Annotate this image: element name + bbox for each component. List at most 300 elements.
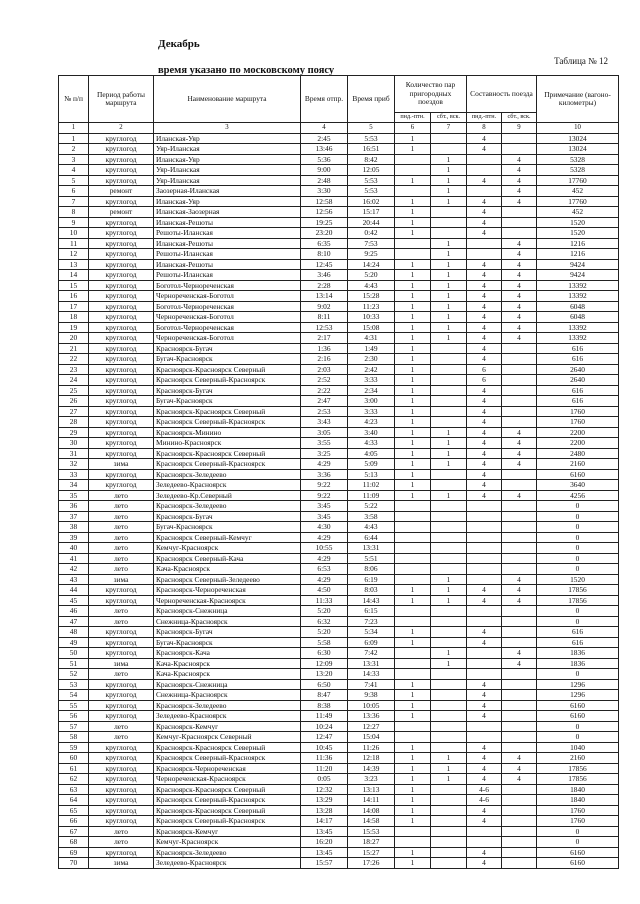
row-notes: 0 (537, 522, 619, 533)
row-departure: 9:22 (301, 480, 348, 491)
row-period: круглогод (89, 175, 154, 186)
row-number: 51 (59, 658, 89, 669)
row-route: Решоты-Иланская (154, 270, 301, 281)
row-period: круглогод (89, 217, 154, 228)
row-number: 54 (59, 690, 89, 701)
row-comp-weekdays: 4 (467, 354, 502, 365)
row-number: 67 (59, 826, 89, 837)
row-pairs-weekend: 1 (431, 196, 467, 207)
row-comp-weekdays: 4 (467, 133, 502, 144)
row-comp-weekdays (467, 648, 502, 659)
table-row (59, 364, 619, 375)
row-pairs-weekdays (395, 732, 431, 743)
row-pairs-weekend (431, 217, 467, 228)
row-pairs-weekend: 1 (431, 774, 467, 785)
header-route: Наименование маршрута (154, 76, 301, 123)
row-comp-weekend (502, 480, 537, 491)
row-route: Красноярск-Бугач (154, 511, 301, 522)
row-number: 3 (59, 154, 89, 165)
row-pairs-weekdays: 1 (395, 858, 431, 869)
row-period: круглогод (89, 280, 154, 291)
row-notes: 1040 (537, 742, 619, 753)
row-pairs-weekend: 1 (431, 322, 467, 333)
row-arrival: 16:51 (348, 144, 395, 155)
row-pairs-weekdays: 1 (395, 207, 431, 218)
row-notes: 0 (537, 732, 619, 743)
row-route: Кемчуг-Красноярск Северный (154, 732, 301, 743)
row-departure: 0:05 (301, 774, 348, 785)
row-departure: 3:46 (301, 270, 348, 281)
row-departure: 16:20 (301, 837, 348, 848)
row-number: 52 (59, 669, 89, 680)
row-period: ремонт (89, 207, 154, 218)
column-index-cell: 10 (537, 123, 619, 134)
row-number: 14 (59, 270, 89, 281)
row-pairs-weekend (431, 543, 467, 554)
row-arrival: 0:42 (348, 228, 395, 239)
row-comp-weekdays: 4 (467, 805, 502, 816)
row-pairs-weekend (431, 606, 467, 617)
row-pairs-weekend (431, 396, 467, 407)
row-comp-weekend (502, 784, 537, 795)
row-notes: 13392 (537, 291, 619, 302)
row-comp-weekdays: 4 (467, 343, 502, 354)
row-comp-weekdays: 4 (467, 291, 502, 302)
row-comp-weekdays: 4 (467, 816, 502, 827)
row-departure: 5:20 (301, 627, 348, 638)
row-number: 36 (59, 501, 89, 512)
row-number: 34 (59, 480, 89, 491)
row-period: круглогод (89, 406, 154, 417)
row-route: Чернореченская-Красноярск (154, 595, 301, 606)
row-period: круглогод (89, 396, 154, 407)
row-route: Иланская-Решоты (154, 259, 301, 270)
row-comp-weekdays: 4 (467, 711, 502, 722)
row-comp-weekend (502, 564, 537, 575)
row-number: 27 (59, 406, 89, 417)
row-pairs-weekdays (395, 522, 431, 533)
row-pairs-weekend (431, 669, 467, 680)
row-period: круглогод (89, 375, 154, 386)
row-pairs-weekdays: 1 (395, 280, 431, 291)
row-number: 30 (59, 438, 89, 449)
row-arrival: 12:18 (348, 753, 395, 764)
row-notes: 1840 (537, 784, 619, 795)
row-comp-weekend: 4 (502, 763, 537, 774)
row-notes: 1840 (537, 795, 619, 806)
row-route: Чернореченская-Красноярск (154, 774, 301, 785)
row-route: Красноярск-Бугач (154, 343, 301, 354)
row-comp-weekend: 4 (502, 585, 537, 596)
row-pairs-weekend: 1 (431, 438, 467, 449)
row-departure: 4:29 (301, 574, 348, 585)
row-comp-weekend (502, 732, 537, 743)
row-arrival: 11:26 (348, 742, 395, 753)
row-pairs-weekend: 1 (431, 333, 467, 344)
row-departure: 11:36 (301, 753, 348, 764)
row-route: Красноярск-Красноярск Северный (154, 805, 301, 816)
row-pairs-weekdays: 1 (395, 595, 431, 606)
row-pairs-weekdays: 1 (395, 291, 431, 302)
row-notes: 452 (537, 207, 619, 218)
row-pairs-weekdays (395, 564, 431, 575)
row-departure: 13:46 (301, 144, 348, 155)
row-arrival: 3:33 (348, 406, 395, 417)
row-route: Красноярск-Бугач (154, 627, 301, 638)
row-pairs-weekdays: 1 (395, 322, 431, 333)
row-period: круглогод (89, 427, 154, 438)
row-number: 17 (59, 301, 89, 312)
row-comp-weekend (502, 669, 537, 680)
row-pairs-weekend: 1 (431, 459, 467, 470)
row-notes: 0 (537, 564, 619, 575)
row-comp-weekdays: 4 (467, 333, 502, 344)
row-route: Зеледеево-Красноярск (154, 858, 301, 869)
table-row (59, 448, 619, 459)
row-number: 58 (59, 732, 89, 743)
row-pairs-weekend (431, 375, 467, 386)
row-comp-weekdays: 4 (467, 480, 502, 491)
row-pairs-weekdays: 1 (395, 795, 431, 806)
row-route: Чернореченская-Боготол (154, 291, 301, 302)
row-pairs-weekend: 1 (431, 154, 467, 165)
row-arrival: 5:53 (348, 175, 395, 186)
row-comp-weekend: 4 (502, 448, 537, 459)
row-comp-weekdays: 4 (467, 690, 502, 701)
row-comp-weekend (502, 207, 537, 218)
row-arrival: 17:26 (348, 858, 395, 869)
row-route: Снежница-Красноярск (154, 616, 301, 627)
table-row (59, 732, 619, 743)
row-notes: 6160 (537, 847, 619, 858)
row-departure: 6:32 (301, 616, 348, 627)
row-notes: 1520 (537, 217, 619, 228)
row-comp-weekdays: 4 (467, 774, 502, 785)
row-comp-weekend (502, 816, 537, 827)
row-departure: 6:53 (301, 564, 348, 575)
row-route: Красноярск-Красноярск Северный (154, 448, 301, 459)
row-comp-weekdays: 4 (467, 270, 502, 281)
row-departure: 11:49 (301, 711, 348, 722)
row-pairs-weekdays: 1 (395, 679, 431, 690)
row-comp-weekend: 4 (502, 438, 537, 449)
table-row (59, 627, 619, 638)
row-comp-weekdays: 6 (467, 364, 502, 375)
row-period: круглогод (89, 364, 154, 375)
row-pairs-weekend (431, 837, 467, 848)
row-period: круглогод (89, 417, 154, 428)
row-route: Зеледеево-Кр.Северный (154, 490, 301, 501)
row-period: лето (89, 501, 154, 512)
row-route: Иланская-Уяр (154, 196, 301, 207)
row-period: круглогод (89, 700, 154, 711)
row-pairs-weekdays: 1 (395, 301, 431, 312)
row-comp-weekend (502, 385, 537, 396)
row-notes: 452 (537, 186, 619, 197)
row-notes: 6048 (537, 301, 619, 312)
row-notes: 0 (537, 511, 619, 522)
row-pairs-weekend (431, 385, 467, 396)
row-pairs-weekend (431, 228, 467, 239)
row-departure: 13:45 (301, 847, 348, 858)
row-comp-weekend: 4 (502, 427, 537, 438)
row-arrival: 6:44 (348, 532, 395, 543)
row-comp-weekend (502, 354, 537, 365)
row-arrival: 14:43 (348, 595, 395, 606)
row-comp-weekend: 4 (502, 249, 537, 260)
row-comp-weekend (502, 343, 537, 354)
row-pairs-weekend: 1 (431, 175, 467, 186)
row-pairs-weekend: 1 (431, 658, 467, 669)
table-row (59, 826, 619, 837)
row-departure: 11:33 (301, 595, 348, 606)
header-period: Период работы маршрута (89, 76, 154, 123)
row-comp-weekdays: 6 (467, 375, 502, 386)
row-pairs-weekend (431, 847, 467, 858)
header-arrival: Время приб (348, 76, 395, 123)
column-index-cell: 3 (154, 123, 301, 134)
header-departure: Время отпр. (301, 76, 348, 123)
table-row (59, 144, 619, 155)
row-pairs-weekend: 1 (431, 427, 467, 438)
row-route: Зеледеево-Красноярск (154, 480, 301, 491)
row-number: 57 (59, 721, 89, 732)
row-notes: 4256 (537, 490, 619, 501)
row-comp-weekdays: 4 (467, 637, 502, 648)
row-route: Иланская-Решоты (154, 217, 301, 228)
table-row (59, 616, 619, 627)
row-pairs-weekdays: 1 (395, 259, 431, 270)
row-period: лето (89, 721, 154, 732)
row-arrival: 13:36 (348, 711, 395, 722)
row-comp-weekdays: 4 (467, 196, 502, 207)
row-pairs-weekend (431, 501, 467, 512)
row-comp-weekdays: 4 (467, 228, 502, 239)
row-period: лето (89, 564, 154, 575)
row-arrival: 3:23 (348, 774, 395, 785)
row-comp-weekdays: 4 (467, 459, 502, 470)
row-number: 35 (59, 490, 89, 501)
row-period: круглогод (89, 270, 154, 281)
column-index-cell: 7 (431, 123, 467, 134)
row-comp-weekdays (467, 532, 502, 543)
row-departure: 13:45 (301, 826, 348, 837)
row-departure: 9:22 (301, 490, 348, 501)
row-route: Кемчуг-Красноярск (154, 837, 301, 848)
row-pairs-weekend: 1 (431, 490, 467, 501)
row-notes: 1296 (537, 679, 619, 690)
row-period: круглогод (89, 238, 154, 249)
row-departure: 6:35 (301, 238, 348, 249)
row-departure: 3:30 (301, 186, 348, 197)
table-row (59, 280, 619, 291)
row-notes: 6160 (537, 700, 619, 711)
row-route: Иланская-Уяр (154, 133, 301, 144)
row-pairs-weekend: 1 (431, 186, 467, 197)
column-index-cell: 4 (301, 123, 348, 134)
row-arrival: 7:23 (348, 616, 395, 627)
row-pairs-weekend (431, 690, 467, 701)
row-pairs-weekend (431, 679, 467, 690)
row-comp-weekdays (467, 522, 502, 533)
row-departure: 5:58 (301, 637, 348, 648)
row-departure: 8:38 (301, 700, 348, 711)
row-comp-weekdays (467, 564, 502, 575)
row-number: 44 (59, 585, 89, 596)
row-comp-weekend: 4 (502, 333, 537, 344)
row-pairs-weekdays: 1 (395, 459, 431, 470)
row-period: зима (89, 459, 154, 470)
row-departure: 11:20 (301, 763, 348, 774)
row-departure: 10:24 (301, 721, 348, 732)
row-departure: 2:17 (301, 333, 348, 344)
row-comp-weekdays: 4-6 (467, 795, 502, 806)
table-row (59, 679, 619, 690)
row-arrival: 5:09 (348, 459, 395, 470)
row-arrival: 7:53 (348, 238, 395, 249)
row-route: Красноярск-Кача (154, 648, 301, 659)
row-pairs-weekdays: 1 (395, 270, 431, 281)
row-comp-weekend (502, 217, 537, 228)
row-comp-weekdays: 4 (467, 175, 502, 186)
row-arrival: 5:34 (348, 627, 395, 638)
row-departure: 12:56 (301, 207, 348, 218)
row-notes: 616 (537, 354, 619, 365)
row-period: круглогод (89, 742, 154, 753)
row-departure: 2:48 (301, 175, 348, 186)
row-departure: 8:47 (301, 690, 348, 701)
row-pairs-weekend: 1 (431, 585, 467, 596)
row-number: 70 (59, 858, 89, 869)
row-pairs-weekdays (395, 186, 431, 197)
row-arrival: 2:42 (348, 364, 395, 375)
row-pairs-weekend: 1 (431, 270, 467, 281)
row-comp-weekdays (467, 721, 502, 732)
row-comp-weekdays (467, 543, 502, 554)
table-row (59, 522, 619, 533)
row-pairs-weekend: 1 (431, 648, 467, 659)
row-comp-weekend (502, 606, 537, 617)
row-comp-weekend: 4 (502, 753, 537, 764)
row-period: круглогод (89, 774, 154, 785)
row-pairs-weekend (431, 816, 467, 827)
row-pairs-weekend: 1 (431, 753, 467, 764)
row-route: Чернореченская-Боготол (154, 312, 301, 323)
table-row (59, 469, 619, 480)
row-comp-weekend (502, 364, 537, 375)
row-arrival: 20:44 (348, 217, 395, 228)
table-row (59, 721, 619, 732)
row-pairs-weekdays: 1 (395, 228, 431, 239)
row-period: лето (89, 490, 154, 501)
row-period: зима (89, 574, 154, 585)
row-notes: 17856 (537, 595, 619, 606)
row-comp-weekend (502, 627, 537, 638)
row-arrival: 15:53 (348, 826, 395, 837)
table-row (59, 711, 619, 722)
row-arrival: 4:43 (348, 522, 395, 533)
table-row (59, 648, 619, 659)
row-notes: 1836 (537, 648, 619, 659)
row-pairs-weekend (431, 858, 467, 869)
row-comp-weekend (502, 805, 537, 816)
row-period: лето (89, 616, 154, 627)
row-pairs-weekend (431, 795, 467, 806)
table-row (59, 763, 619, 774)
row-notes: 1760 (537, 417, 619, 428)
table-row (59, 175, 619, 186)
row-comp-weekend (502, 228, 537, 239)
row-pairs-weekdays: 1 (395, 427, 431, 438)
row-notes: 2640 (537, 364, 619, 375)
row-comp-weekdays: 4 (467, 427, 502, 438)
row-arrival: 3:00 (348, 396, 395, 407)
row-number: 12 (59, 249, 89, 260)
row-pairs-weekend (431, 564, 467, 575)
row-period: круглогод (89, 711, 154, 722)
row-number: 47 (59, 616, 89, 627)
row-pairs-weekdays (395, 532, 431, 543)
table-row (59, 490, 619, 501)
row-period: круглогод (89, 585, 154, 596)
row-comp-weekdays: 4 (467, 207, 502, 218)
row-pairs-weekdays (395, 511, 431, 522)
row-comp-weekdays: 4 (467, 217, 502, 228)
table-row (59, 312, 619, 323)
row-comp-weekend: 4 (502, 196, 537, 207)
row-comp-weekdays (467, 553, 502, 564)
row-comp-weekend: 4 (502, 291, 537, 302)
row-departure: 3:45 (301, 501, 348, 512)
row-pairs-weekdays (395, 501, 431, 512)
row-route: Красноярск Северный-Кача (154, 553, 301, 564)
row-number: 50 (59, 648, 89, 659)
row-number: 60 (59, 753, 89, 764)
row-notes: 13392 (537, 280, 619, 291)
row-pairs-weekdays: 1 (395, 742, 431, 753)
table-row (59, 690, 619, 701)
row-departure: 2:45 (301, 133, 348, 144)
row-departure: 2:28 (301, 280, 348, 291)
row-departure: 4:29 (301, 532, 348, 543)
row-period: круглогод (89, 847, 154, 858)
row-arrival: 4:31 (348, 333, 395, 344)
row-period: круглогод (89, 259, 154, 270)
row-period: круглогод (89, 312, 154, 323)
row-route: Красноярск-Чернореченская (154, 763, 301, 774)
row-departure: 12:58 (301, 196, 348, 207)
row-comp-weekdays: 4 (467, 469, 502, 480)
row-period: круглогод (89, 469, 154, 480)
row-number: 5 (59, 175, 89, 186)
row-comp-weekend: 4 (502, 270, 537, 281)
row-notes: 0 (537, 501, 619, 512)
row-arrival: 3:40 (348, 427, 395, 438)
row-arrival: 14:08 (348, 805, 395, 816)
row-arrival: 2:34 (348, 385, 395, 396)
row-number: 13 (59, 259, 89, 270)
row-notes: 6160 (537, 858, 619, 869)
row-number: 18 (59, 312, 89, 323)
row-comp-weekend (502, 511, 537, 522)
row-comp-weekend: 4 (502, 595, 537, 606)
row-departure: 2:53 (301, 406, 348, 417)
row-pairs-weekend (431, 826, 467, 837)
column-index-cell: 1 (59, 123, 89, 134)
row-comp-weekend (502, 847, 537, 858)
table-row (59, 133, 619, 144)
row-pairs-weekend: 1 (431, 448, 467, 459)
